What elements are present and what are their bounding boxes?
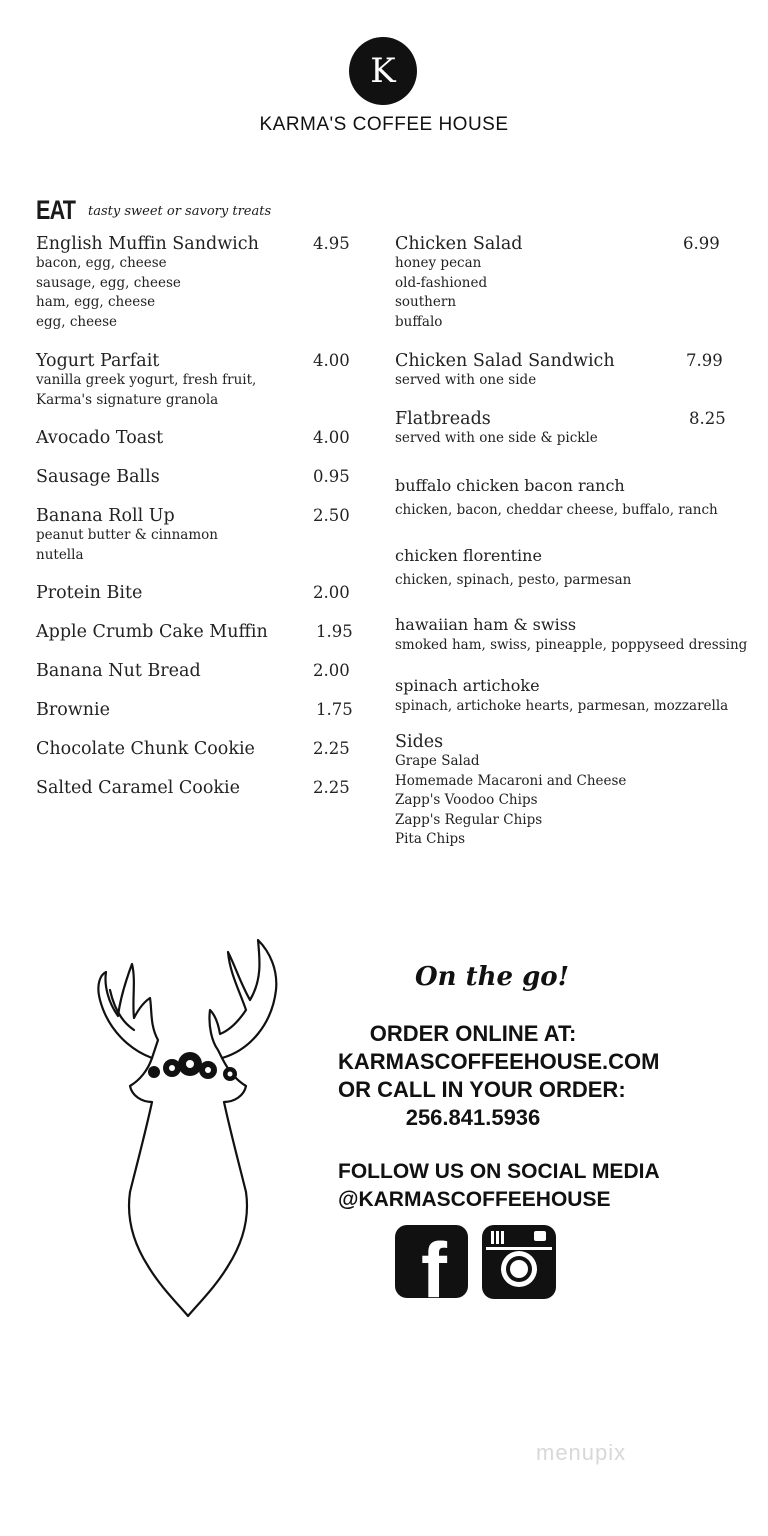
- item-desc: sausage, egg, cheese: [36, 274, 181, 291]
- item-name: Chicken Salad: [395, 234, 523, 254]
- item-name: Sausage Balls: [36, 467, 160, 487]
- item-price: 4.95: [313, 234, 350, 253]
- item-desc: Karma's signature granola: [36, 391, 219, 408]
- order-website-link[interactable]: KARMASCOFFEEHOUSE.COM: [338, 1049, 660, 1074]
- item-name: Protein Bite: [36, 583, 143, 603]
- brand-name: KARMA'S COFFEE HOUSE: [259, 114, 509, 135]
- flatbread-option: [395, 676, 728, 716]
- facebook-glyph: f: [421, 1226, 447, 1298]
- menu-item: [36, 351, 256, 410]
- item-price: 7.99: [686, 351, 723, 370]
- item-price: 1.95: [316, 622, 353, 641]
- item-desc: served with one side: [395, 372, 537, 388]
- item-price: 8.25: [689, 409, 726, 428]
- menu-item: [36, 778, 240, 798]
- side-item: Zapp's Regular Chips: [395, 811, 543, 828]
- option-name: buffalo chicken bacon ranch: [395, 476, 625, 495]
- item-price: 2.25: [313, 739, 350, 758]
- menu-item: [36, 700, 110, 720]
- menu-item: [395, 409, 598, 449]
- item-name: Yogurt Parfait: [36, 351, 160, 371]
- item-desc: served with one side & pickle: [395, 430, 598, 446]
- order-line: ORDER ONLINE AT:: [369, 1021, 577, 1046]
- item-name: Banana Nut Bread: [36, 661, 201, 681]
- item-desc: nutella: [36, 546, 84, 563]
- menu-item: [36, 234, 259, 332]
- item-desc: peanut butter & cinnamon: [36, 527, 218, 543]
- side-item: Pita Chips: [395, 831, 466, 847]
- item-desc: vanilla greek yogurt, fresh fruit,: [36, 372, 257, 388]
- option-desc: chicken, bacon, cheddar cheese, buffalo, ranch: [395, 502, 718, 518]
- item-desc: honey pecan: [395, 255, 482, 271]
- item-name: Salted Caramel Cookie: [36, 778, 240, 798]
- menu-item: [36, 428, 163, 448]
- menu-item: [36, 467, 160, 487]
- side-item: Zapp's Voodoo Chips: [395, 792, 538, 808]
- item-name: Brownie: [36, 700, 110, 720]
- watermark: menupix: [536, 1440, 627, 1465]
- item-price: 2.00: [313, 583, 350, 602]
- item-name: Chocolate Chunk Cookie: [36, 739, 255, 759]
- menu-item: [36, 739, 255, 759]
- menu-item: [36, 661, 201, 681]
- logo: [349, 37, 417, 105]
- social-line: FOLLOW US ON SOCIAL MEDIA: [338, 1160, 660, 1183]
- item-price: 6.99: [683, 234, 720, 253]
- item-desc: ham, egg, cheese: [36, 294, 156, 310]
- option-desc: chicken, spinach, pesto, parmesan: [395, 572, 632, 588]
- social-handle[interactable]: @KARMASCOFFEEHOUSE: [338, 1188, 611, 1211]
- sides-section: [395, 732, 626, 850]
- item-price: 2.00: [313, 661, 350, 680]
- item-name: Avocado Toast: [36, 428, 164, 448]
- item-price: 4.00: [313, 428, 350, 447]
- option-name: hawaiian ham & swiss: [395, 615, 577, 634]
- side-item: Homemade Macaroni and Cheese: [395, 772, 627, 789]
- order-phone-link[interactable]: 256.841.5936: [405, 1105, 541, 1130]
- item-price: 1.75: [316, 700, 353, 719]
- option-desc: spinach, artichoke hearts, parmesan, mozzarella: [395, 698, 729, 714]
- item-desc: buffalo: [395, 313, 443, 330]
- item-price: 2.50: [313, 506, 350, 525]
- order-line: OR CALL IN YOUR ORDER:: [338, 1077, 626, 1102]
- item-desc: old-fashioned: [395, 274, 488, 291]
- social-info: [338, 1158, 660, 1214]
- item-name: Apple Crumb Cake Muffin: [36, 622, 268, 642]
- deer-head-illustration: [90, 930, 290, 1330]
- menu-item: [36, 622, 268, 642]
- flatbread-option: [395, 476, 718, 520]
- item-desc: southern: [395, 294, 457, 310]
- option-desc: smoked ham, swiss, pineapple, poppyseed dressing: [395, 637, 748, 653]
- item-price: 2.25: [313, 778, 350, 797]
- sides-title: Sides: [395, 732, 444, 752]
- menu-item: [36, 506, 218, 565]
- item-desc: bacon, egg, cheese: [36, 255, 167, 271]
- menu-item: [36, 583, 142, 603]
- side-item: Grape Salad: [395, 753, 480, 769]
- instagram-icon[interactable]: [482, 1225, 556, 1299]
- order-info: [338, 1020, 660, 1132]
- option-name: chicken florentine: [395, 546, 542, 565]
- flatbread-option: [395, 615, 747, 655]
- item-price: 4.00: [313, 351, 350, 370]
- option-name: spinach artichoke: [395, 676, 540, 695]
- menu-item: [395, 351, 615, 391]
- item-name: Chicken Salad Sandwich: [395, 351, 615, 371]
- item-name: Banana Roll Up: [36, 506, 175, 526]
- facebook-icon[interactable]: [395, 1225, 468, 1298]
- item-name: Flatbreads: [395, 409, 491, 429]
- on-the-go-heading: On the go!: [415, 962, 570, 992]
- section-title: EAT: [36, 195, 76, 225]
- item-desc: egg, cheese: [36, 313, 118, 330]
- item-name: English Muffin Sandwich: [36, 234, 259, 254]
- flatbread-option: [395, 546, 631, 590]
- logo-letter: K: [370, 51, 396, 91]
- menu-item: [395, 234, 523, 332]
- section-subtitle: tasty sweet or savory treats: [88, 204, 272, 219]
- item-price: 0.95: [313, 467, 350, 486]
